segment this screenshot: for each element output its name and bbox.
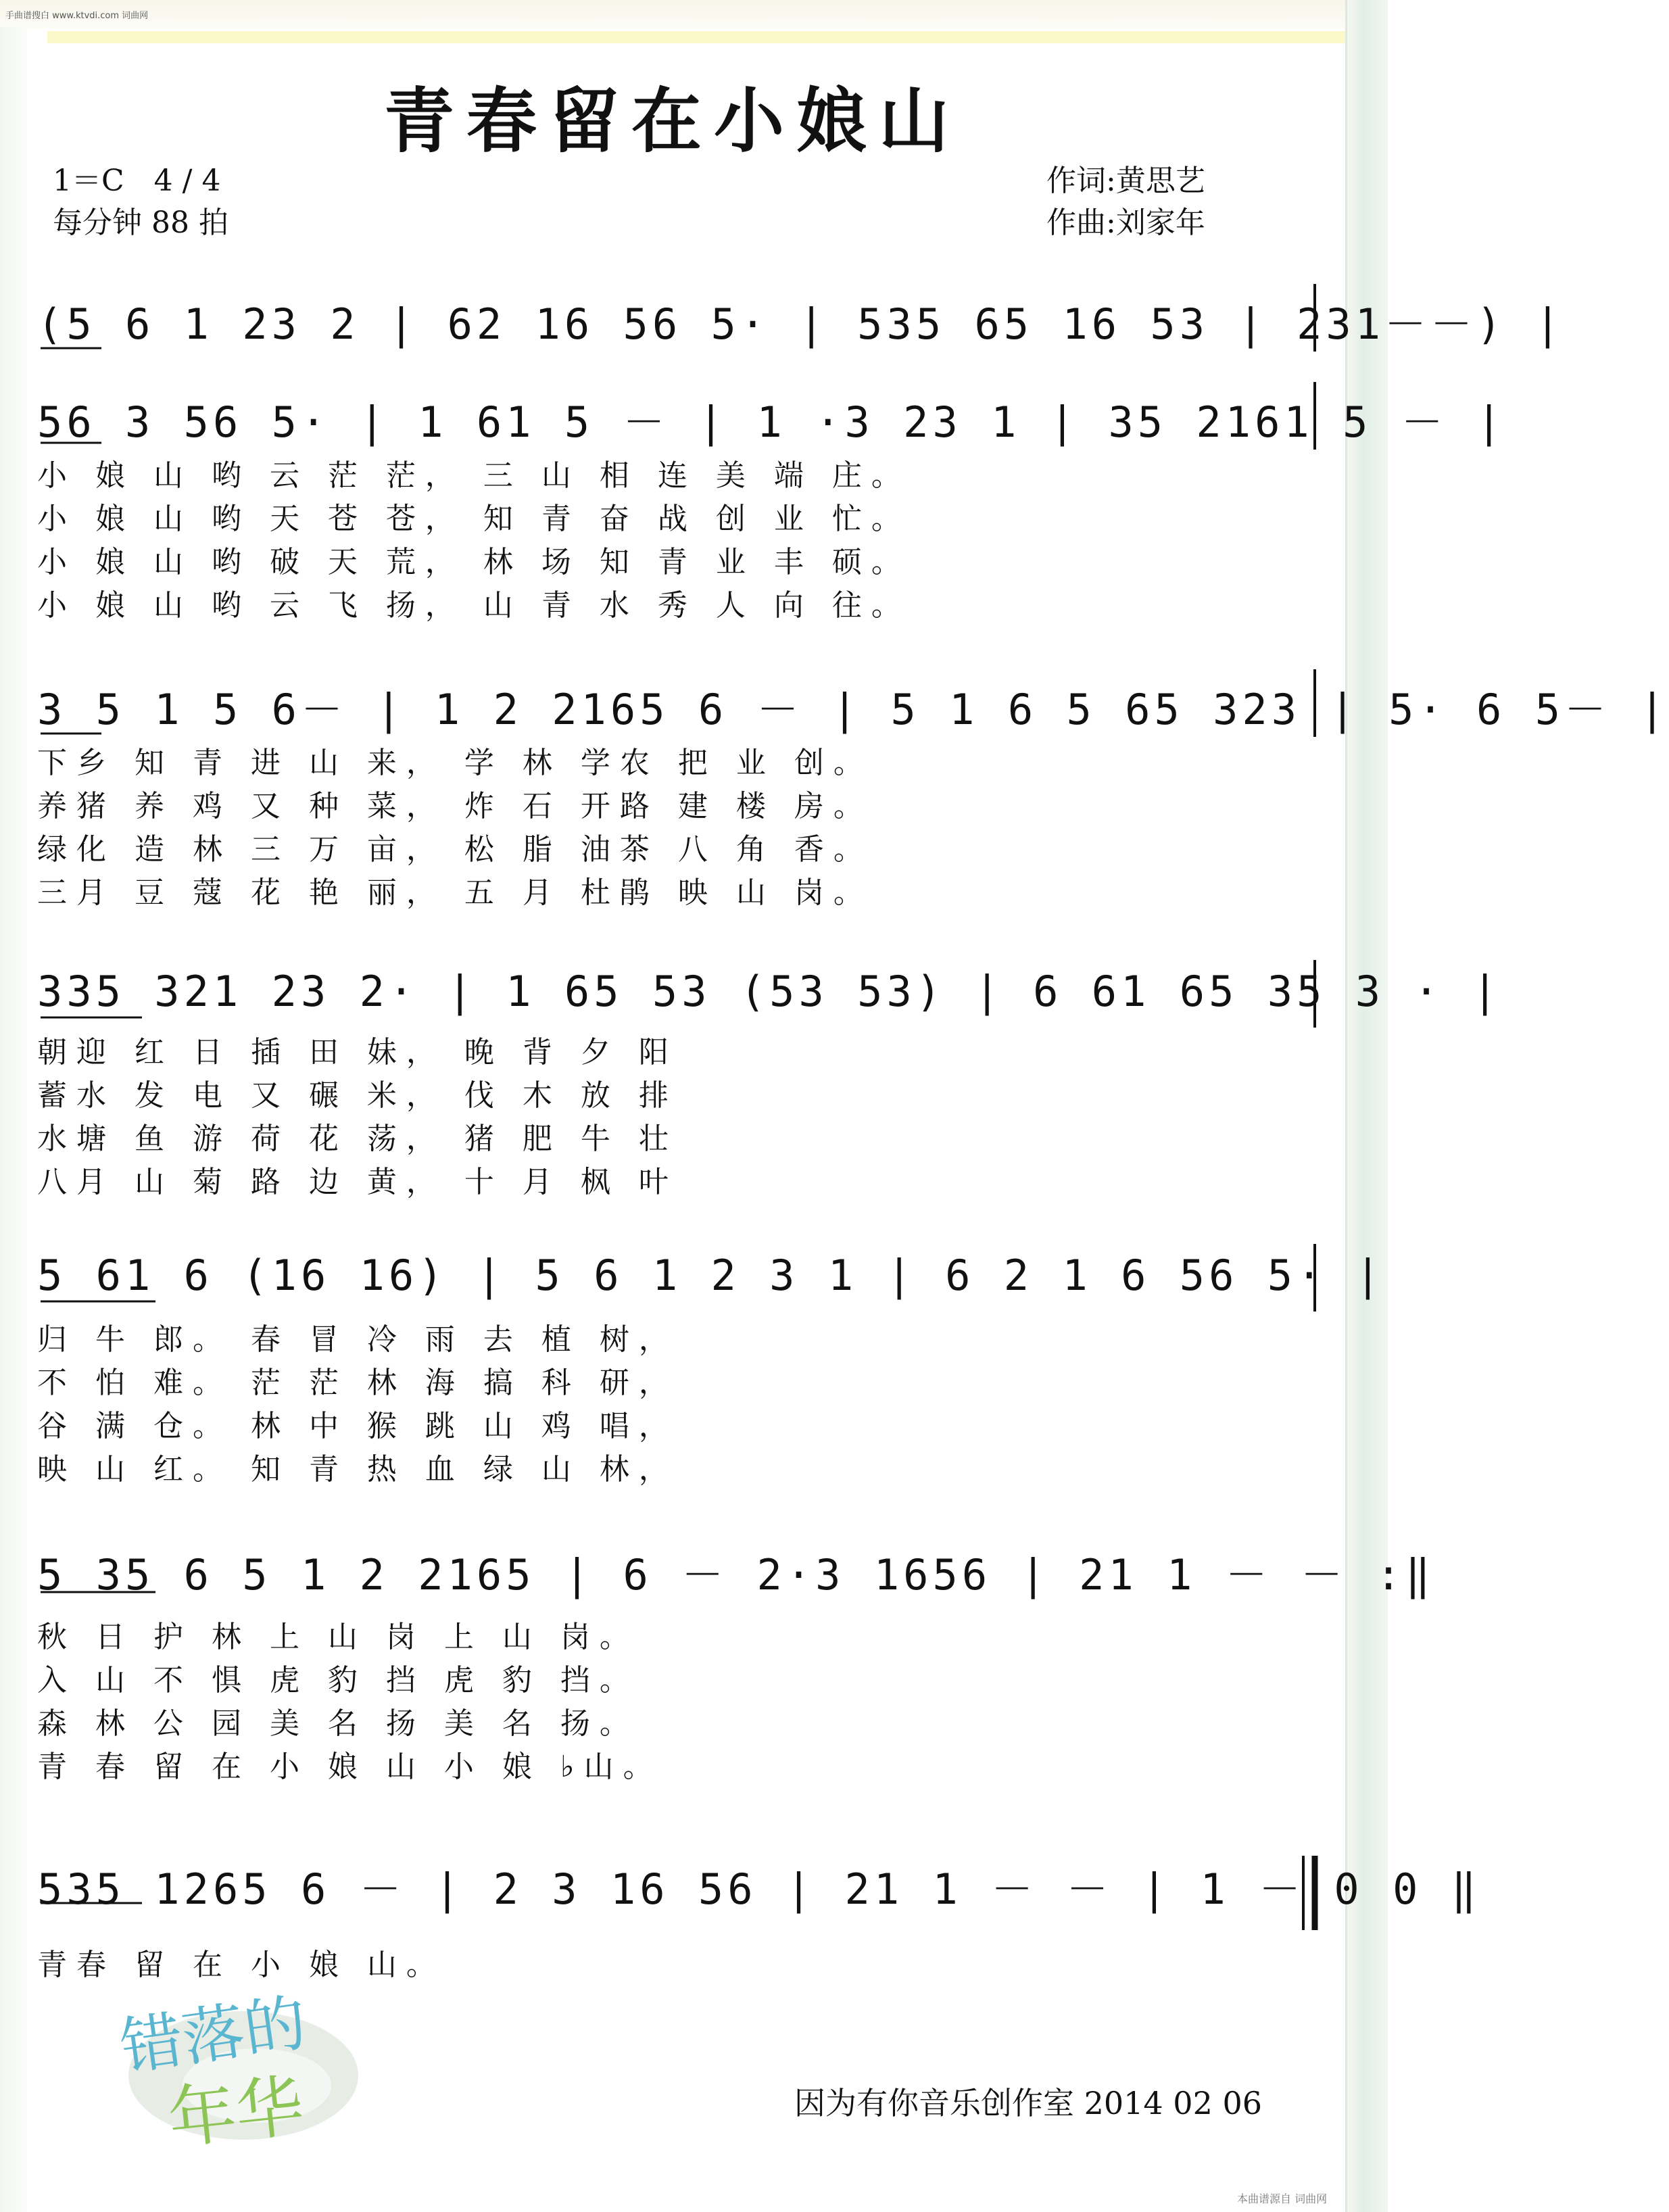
score-system-5: 5 61 6 (16 16) | 5 6 1 2 3 1 | 6 2 1 6 56 5· | (37, 1251, 1385, 1300)
score-system-6: 5 35 6 5 1 2 2165 | 6 － 2·3 1656 | 21 1 － － :‖ (37, 1550, 1435, 1600)
score-system-3: 3 5 1 5 6－ | 1 2 2165 6 － | 5 1 6 5 65 323 | 5· 6 5－ | (37, 685, 1669, 734)
lyric-line: 归 牛 郎。 春 冒 冷 雨 去 植 树， (37, 1322, 678, 1357)
studio-credit: 因为有你音乐创作室 2014 02 06 (794, 2085, 1262, 2121)
watermark-logo (108, 1984, 365, 2157)
lyric-line: 青 春 留 在 小 娘 山 小 娘 ♭山。 (37, 1750, 662, 1784)
score-system-4: 335 321 23 2· | 1 65 53 (53 53) | 6 61 65 35 3 · | (37, 967, 1502, 1016)
lyric-line: 绿化 造 林 三 万 亩， 松 脂 油茶 八 角 香。 (37, 832, 873, 867)
note-underlines (41, 348, 155, 1903)
score-system-2: 56 3 56 5· | 1 61 5 － | 1 ·3 23 1 | 35 2161 5 － | (37, 398, 1506, 447)
lyric-line: 朝迎 红 日 插 田 妹， 晚 背 夕 阳 (37, 1035, 678, 1069)
lyric-line: 映 山 红。 知 青 热 血 绿 山 林， (37, 1452, 678, 1487)
composer-credit: 作曲:刘家年 (1046, 206, 1205, 240)
lyric-line: 不 怕 难。 茫 茫 林 海 搞 科 研， (37, 1366, 678, 1400)
lyric-line: 小 娘 山 哟 云 茫 茫， 三 山 相 连 美 端 庄。 (37, 458, 911, 493)
lyricist-credit: 作词:黄思艺 (1046, 164, 1205, 198)
barlines (1303, 284, 1315, 1930)
lyric-line: 水塘 鱼 游 荷 花 荡， 猪 肥 牛 壮 (37, 1122, 678, 1156)
lyric-line: 小 娘 山 哟 天 苍 苍， 知 青 奋 战 创 业 忙。 (37, 502, 911, 536)
lyric-line: 下乡 知 青 进 山 来， 学 林 学农 把 业 创。 (37, 746, 873, 780)
tempo-marking: 每分钟 88 拍 (53, 206, 228, 240)
site-footer-text: 本曲谱源自 词曲网 (1237, 2192, 1328, 2205)
score-system-1: (5 6 1 23 2 | 62 16 56 5· | 535 65 16 53 | 231－－) | (37, 299, 1565, 349)
site-header-text: 手曲谱搜白 www.ktvdi.com 词曲网 (5, 11, 149, 21)
lyric-line: 三月 豆 蔻 花 艳 丽， 五 月 杜鹃 映 山 岗。 (37, 875, 873, 910)
lyric-line: 蓄水 发 电 又 碾 米， 伐 木 放 排 (37, 1078, 678, 1113)
lyric-line: 森 林 公 园 美 名 扬 美 名 扬。 (37, 1706, 639, 1741)
watermark-line1: 错落的 (116, 1986, 311, 2084)
score-system-7: 535 1265 6 － | 2 3 16 56 | 21 1 － － | 1 － 0 0 ‖ (37, 1865, 1481, 1914)
lyric-line: 小 娘 山 哟 云 飞 扬， 山 青 水 秀 人 向 往。 (37, 588, 911, 623)
song-title: 青春留在小娘山 (383, 80, 961, 162)
watermark-line2: 年华 (164, 2065, 308, 2159)
lyric-line: 养猪 养 鸡 又 种 菜， 炸 石 开路 建 楼 房。 (37, 789, 873, 823)
lyric-line: 谷 满 仓。 林 中 猴 跳 山 鸡 唱， (37, 1409, 678, 1443)
lyric-line: 秋 日 护 林 上 山 岗 上 山 岗。 (37, 1620, 639, 1654)
lyric-line: 入 山 不 惧 虎 豹 挡 虎 豹 挡。 (37, 1663, 639, 1698)
key-signature: 1＝C 4 / 4 (53, 164, 221, 198)
lyric-line: 小 娘 山 哟 破 天 荒， 林 场 知 青 业 丰 硕。 (37, 545, 911, 579)
lyric-line: 青春 留 在 小 娘 山。 (37, 1948, 445, 1982)
lyric-line: 八月 山 菊 路 边 黄， 十 月 枫 叶 (37, 1165, 678, 1199)
